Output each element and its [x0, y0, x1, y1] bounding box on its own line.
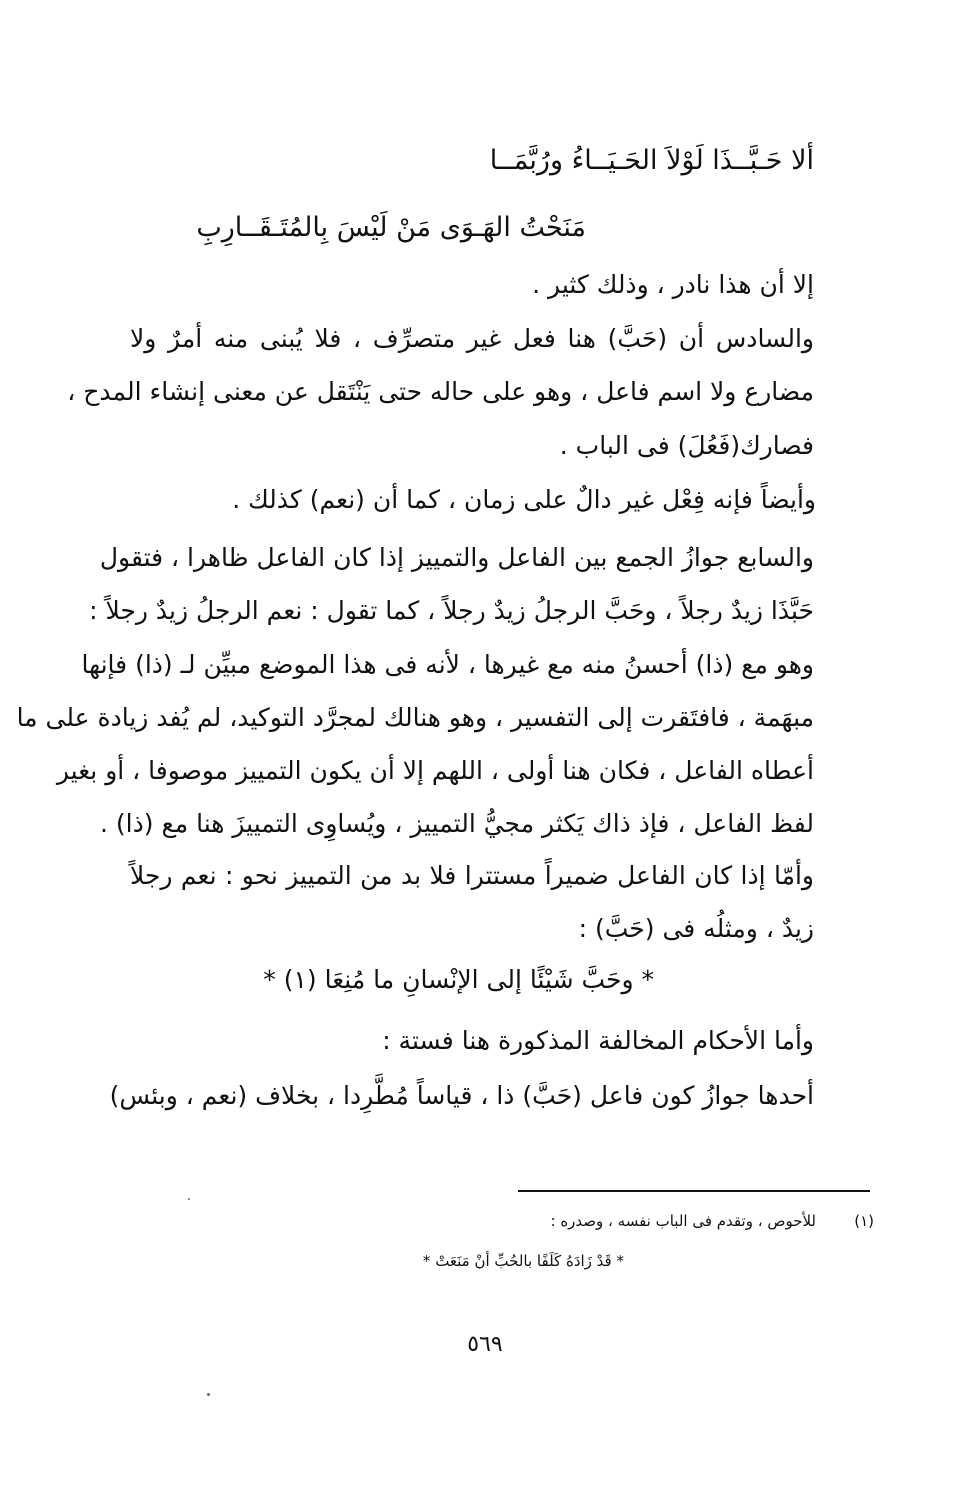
text-line: أعطاه الفاعل ، فكان هنا أولى ، اللهم إلا أن يكون التمييز موصوفا ، أو بغير — [56, 756, 814, 785]
text-line: مبهَمة ، فافتَقرت إلى التفسير ، وهو هنالك لمجرَّد التوكيد، لم يُفد زيادة على ما — [16, 703, 814, 732]
quoted-verse: * وحَبَّ شَيْئًا إلى الإنْسانِ ما مُنِعَا (١) * — [263, 965, 654, 994]
text-line: إلا أن هذا نادر ، وذلك كثير . — [532, 270, 814, 299]
text-line: أحدها جوازُ كون فاعل (حَبَّ) ذا ، قياساً مُطَّرِدا ، بخلاف (نعم ، وبئس) — [109, 1081, 814, 1110]
text-line: وأيضاً فإنه فِعْل غير دالٌ على زمان ، كما أن (نعم) كذلك . — [232, 485, 816, 514]
text-line: وأمّا إذا كان الفاعل ضميراً مستترا فلا بد من التمييز نحو : نعم رجلاً — [130, 861, 814, 890]
footnote-text: للأحوص ، وتقدم فى الباب نفسه ، وصدره : — [550, 1212, 816, 1230]
page-number: ٥٦٩ — [467, 1332, 503, 1357]
text-line: وهو مع (ذا) أحسنُ منه مع غيرها ، لأنه فى هذا الموضع مبيِّن لـ (ذا) فإنها — [81, 650, 814, 679]
text-line: لفظ الفاعل ، فإذ ذاك يَكثر مجيُّ التمييز ، ويُساوِى التمييزَ هنا مع (ذا) . — [100, 809, 814, 838]
verse-second-hemistich: مَنَحْتُ الهَـوَى مَنْ لَيْسَ بِالمُتَـقَــارِبِ — [196, 212, 586, 243]
text-line: فصارك(فَعُلَ) فى الباب . — [559, 431, 814, 460]
text-line: والسادس أن (حَبَّ) هنا فعل غير متصرِّف ، فلا يُبنى منه أمرٌ ولا — [130, 324, 814, 353]
footnote-separator — [518, 1190, 870, 1192]
scan-speck — [188, 1198, 190, 1200]
verse-first-hemistich: ألا حَـبَّــذَا لَوْلاَ الحَـيَــاءُ ورُبَّمَــا — [489, 145, 814, 176]
text-line: زيدٌ ، ومثلُه فى (حَبَّ) : — [578, 914, 814, 943]
text-line: مضارع ولا اسم فاعل ، وهو على حاله حتى يَنْتَقل عن معنى إنشاء المدح ، — [67, 377, 814, 406]
text-line: والسابع جوازُ الجمع بين الفاعل والتمييز إذا كان الفاعل ظاهرا ، فتقول — [99, 543, 814, 572]
text-line: حَبَّذَا زيدٌ رجلاً ، وحَبَّ الرجلُ زيدٌ رجلاً ، كما تقول : نعم الرجلُ زيدٌ رجلاً : — [89, 596, 814, 625]
text-line: وأما الأحكام المخالفة المذكورة هنا فستة : — [382, 1026, 814, 1055]
scan-speck — [207, 1393, 210, 1396]
footnote-marker: (١) — [854, 1212, 874, 1230]
footnote-verse: * قَدْ زَادَهُ كَلَفًا بالحُبِّ أنْ مَنَعَتْ * — [422, 1252, 624, 1270]
